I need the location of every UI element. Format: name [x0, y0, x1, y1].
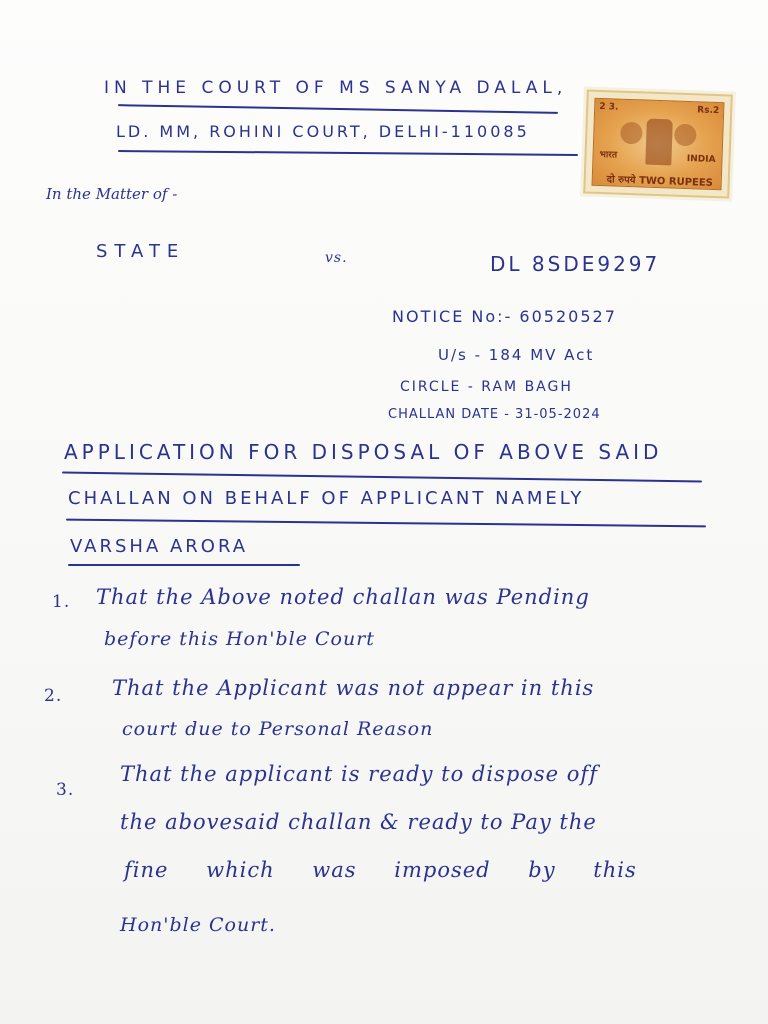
- heading-underline-3: [68, 564, 300, 566]
- circle-name: CIRCLE - RAM BAGH: [400, 379, 573, 395]
- stamp-label-right: INDIA: [686, 154, 716, 166]
- point-2-number: 2.: [44, 686, 63, 706]
- stamp-face: [592, 98, 725, 190]
- point-3-number: 3.: [56, 780, 75, 800]
- versus-label: vs.: [325, 250, 348, 266]
- heading-underline-2: [66, 519, 706, 528]
- heading-line-1: APPLICATION FOR DISPOSAL OF ABOVE SAID: [64, 440, 663, 464]
- point-1-number: 1.: [52, 592, 71, 612]
- stamp-value-right: Rs.2: [697, 105, 720, 117]
- stamp-value-left: 2 3.: [599, 101, 619, 113]
- court-underline-2: [118, 150, 578, 156]
- court-line-1: IN THE COURT OF MS SANYA DALAL,: [104, 78, 568, 98]
- point-3-line-1: That the applicant is ready to dispose off: [120, 762, 598, 786]
- vehicle-number: DL 8SDE9297: [490, 252, 661, 276]
- point-1-line-2: before this Hon'ble Court: [104, 628, 375, 650]
- party-state: STATE: [96, 241, 186, 262]
- stamp-label-bottom: दो रुपये TWO RUPEES: [606, 174, 714, 189]
- point-3-line-4: Hon'ble Court.: [120, 914, 276, 936]
- section-ref: U/s - 184 MV Act: [438, 346, 595, 364]
- court-underline-1: [118, 104, 558, 114]
- court-line-2: LD. MM, ROHINI COURT, DELHI-110085: [116, 122, 530, 141]
- heading-line-2: CHALLAN ON BEHALF OF APPLICANT NAMELY: [68, 488, 585, 509]
- stamp-emblem-right: [674, 124, 697, 147]
- point-2-line-1: That the Applicant was not appear in this: [112, 676, 595, 700]
- point-1-line-1: That the Above noted challan was Pending: [96, 585, 590, 609]
- heading-underline-1: [62, 472, 702, 483]
- point-3-line-2: the abovesaid challan & ready to Pay the: [120, 810, 597, 834]
- notice-number: NOTICE No:- 60520527: [392, 307, 617, 326]
- revenue-stamp: [583, 89, 733, 198]
- matter-intro: In the Matter of -: [46, 185, 178, 203]
- heading-line-3: VARSHA ARORA: [70, 536, 249, 557]
- stamp-label-left: भारत: [599, 149, 618, 161]
- point-3-line-3: fine which was imposed by this: [124, 858, 637, 882]
- point-2-line-2: court due to Personal Reason: [122, 718, 434, 740]
- stamp-ashoka-pillar: [645, 119, 673, 166]
- challan-date: CHALLAN DATE - 31-05-2024: [388, 407, 601, 422]
- stamp-emblem-left: [620, 122, 643, 145]
